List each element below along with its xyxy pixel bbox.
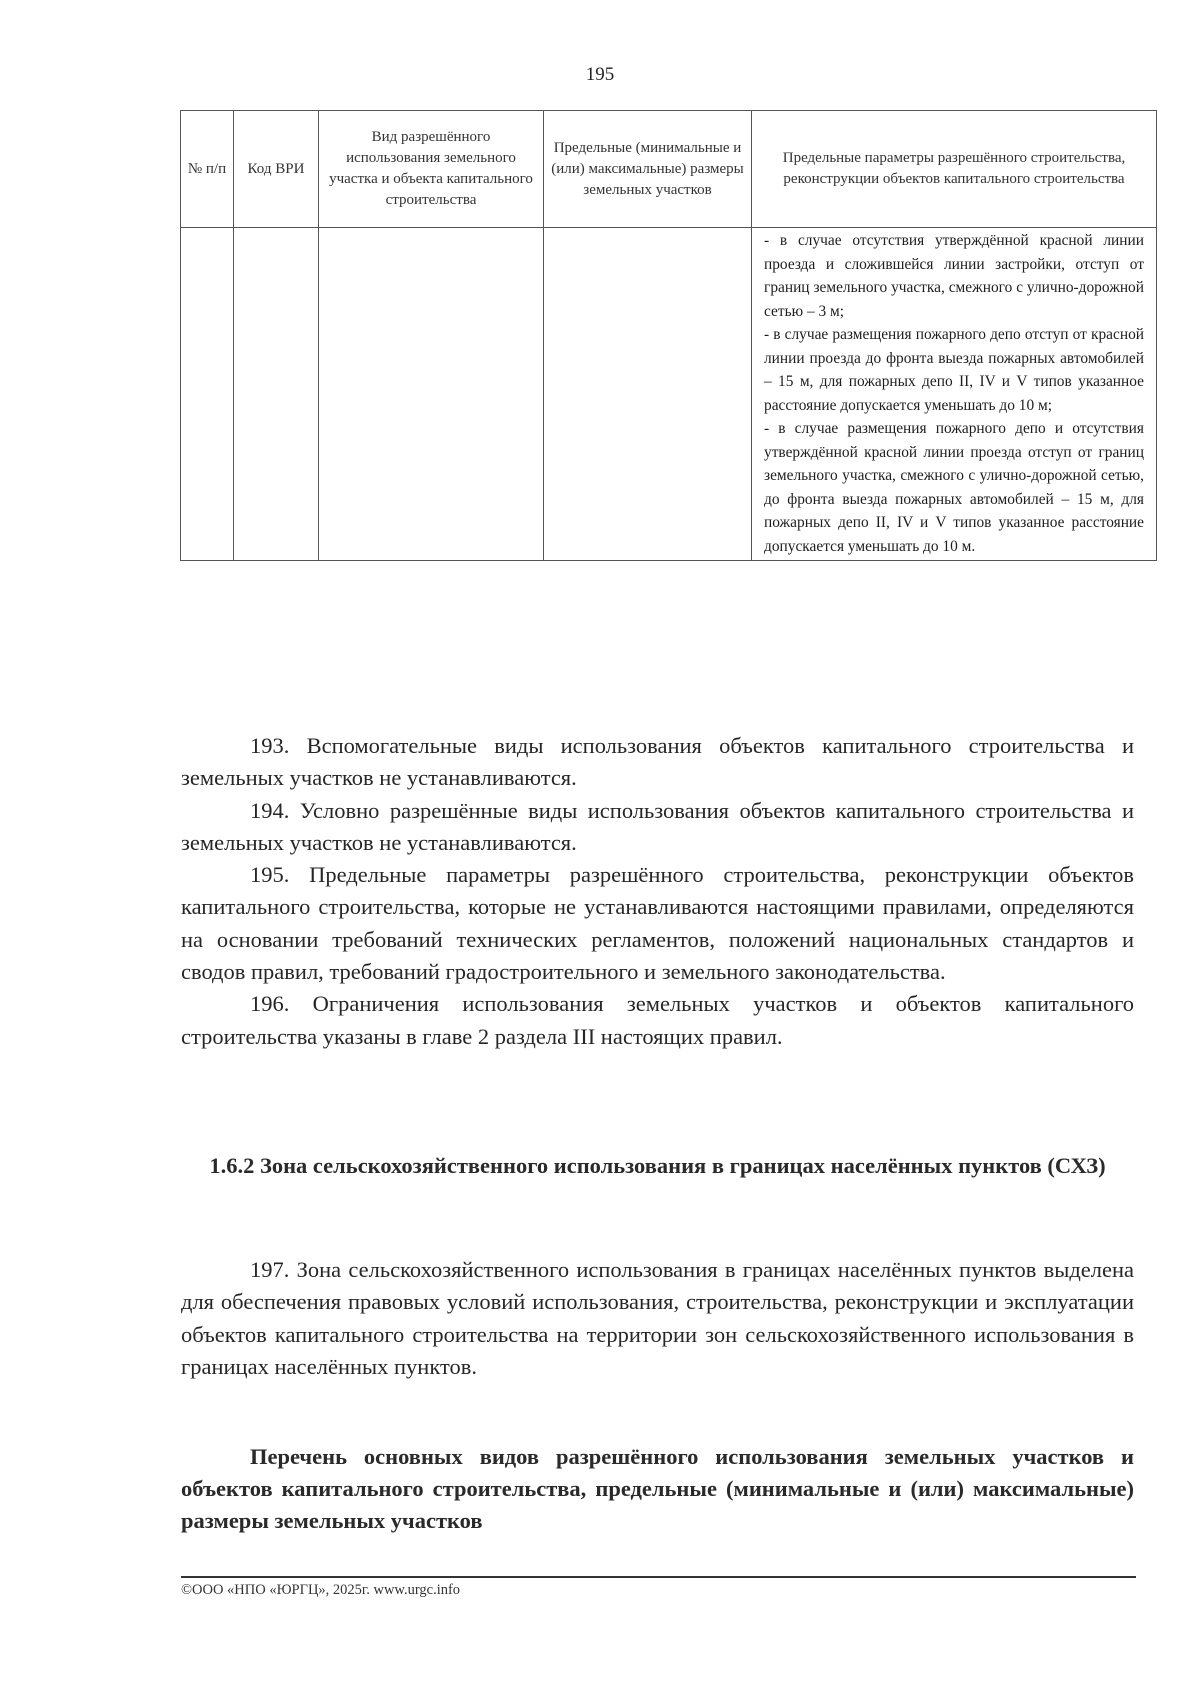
table-header-row bbox=[181, 111, 1157, 228]
footer-copyright: ©ООО «НПО «ЮРГЦ», 2025г. www.urgc.info bbox=[181, 1582, 461, 1598]
param-item: - в случае размещения пожарного депо и отсутствия утверждённой красной линии проезда отступ от границ земельного участка, смежного с улично-дорожной сетью, до фронта выезда пожарных автомобилей – 15 м, для пожарных депо II, IV и V типов указанное расстояние допускается уменьшать до 10 м. bbox=[764, 420, 1144, 555]
list-heading: Перечень основных видов разрешённого использования земельных участков и объектов капитального строительства, предельные (минимальные и (или) максимальные) размеры земельных участков bbox=[181, 1444, 1134, 1533]
param-item: - в случае размещения пожарного депо отступ от красной линии проезда до фронта выезда пожарных автомобилей – 15 м, для пожарных депо II, IV и V типов указанное расстояние допускается уменьшать до 10 м; bbox=[764, 326, 1144, 414]
header-sizes: Предельные (минимальные и (или) максимальные) размеры земельных участков bbox=[544, 111, 752, 228]
header-use-type: Вид разрешённого использования земельного участка и объекта капитального строительства bbox=[319, 111, 544, 228]
paragraph-196: 196. Ограничения использования земельных участков и объектов капитального строительства указаны в главе 2 раздела III настоящих правил. bbox=[181, 991, 1134, 1049]
cell-sizes bbox=[544, 228, 752, 561]
header-code: Код ВРИ bbox=[234, 111, 319, 228]
paragraph-195: 195. Предельные параметры разрешённого строительства, реконструкции объектов капитального строительства, которые не устанавливаются настоящими правилами, определяются на основании требований технических регламентов, положений национальных стандартов и сводов правил, требований градостроительного и земельного законодательства. bbox=[181, 862, 1134, 985]
paragraph-group-193-196 bbox=[181, 730, 1134, 1053]
paragraph-group-197 bbox=[181, 1254, 1134, 1383]
cell-number bbox=[181, 228, 234, 561]
cell-params bbox=[752, 228, 1157, 561]
cell-use-type bbox=[319, 228, 544, 561]
zone-parameters-table bbox=[180, 110, 1157, 561]
paragraph-193: 193. Вспомогательные виды использования объектов капитального строительства и земельных участков не устанавливаются. bbox=[181, 733, 1134, 791]
paragraph-197: 197. Зона сельскохозяйственного использования в границах населённых пунктов выделена для обеспечения правовых условий использования, строительства, реконструкции и эксплуатации объектов капитального строительства на территории зон сельскохозяйственного использования в границах населённых пунктов. bbox=[181, 1257, 1134, 1379]
table-row bbox=[181, 228, 1157, 561]
section-heading: 1.6.2 Зона сельскохозяйственного использования в границах населённых пунктов (СХЗ) bbox=[209, 1153, 1106, 1178]
page-number: 195 bbox=[585, 64, 615, 85]
param-item: - в случае отсутствия утверждённой красной линии проезда и сложившейся линии застройки, отступ от границ земельного участка, смежного с улично-дорожной сетью – 3 м; bbox=[764, 232, 1144, 320]
cell-code bbox=[234, 228, 319, 561]
header-params: Предельные параметры разрешённого строительства, реконструкции объектов капитального строительства bbox=[752, 111, 1157, 228]
header-number: № п/п bbox=[181, 111, 234, 228]
footer-divider bbox=[181, 1576, 1136, 1578]
paragraph-194: 194. Условно разрешённые виды использования объектов капитального строительства и земельных участков не устанавливаются. bbox=[181, 797, 1134, 855]
